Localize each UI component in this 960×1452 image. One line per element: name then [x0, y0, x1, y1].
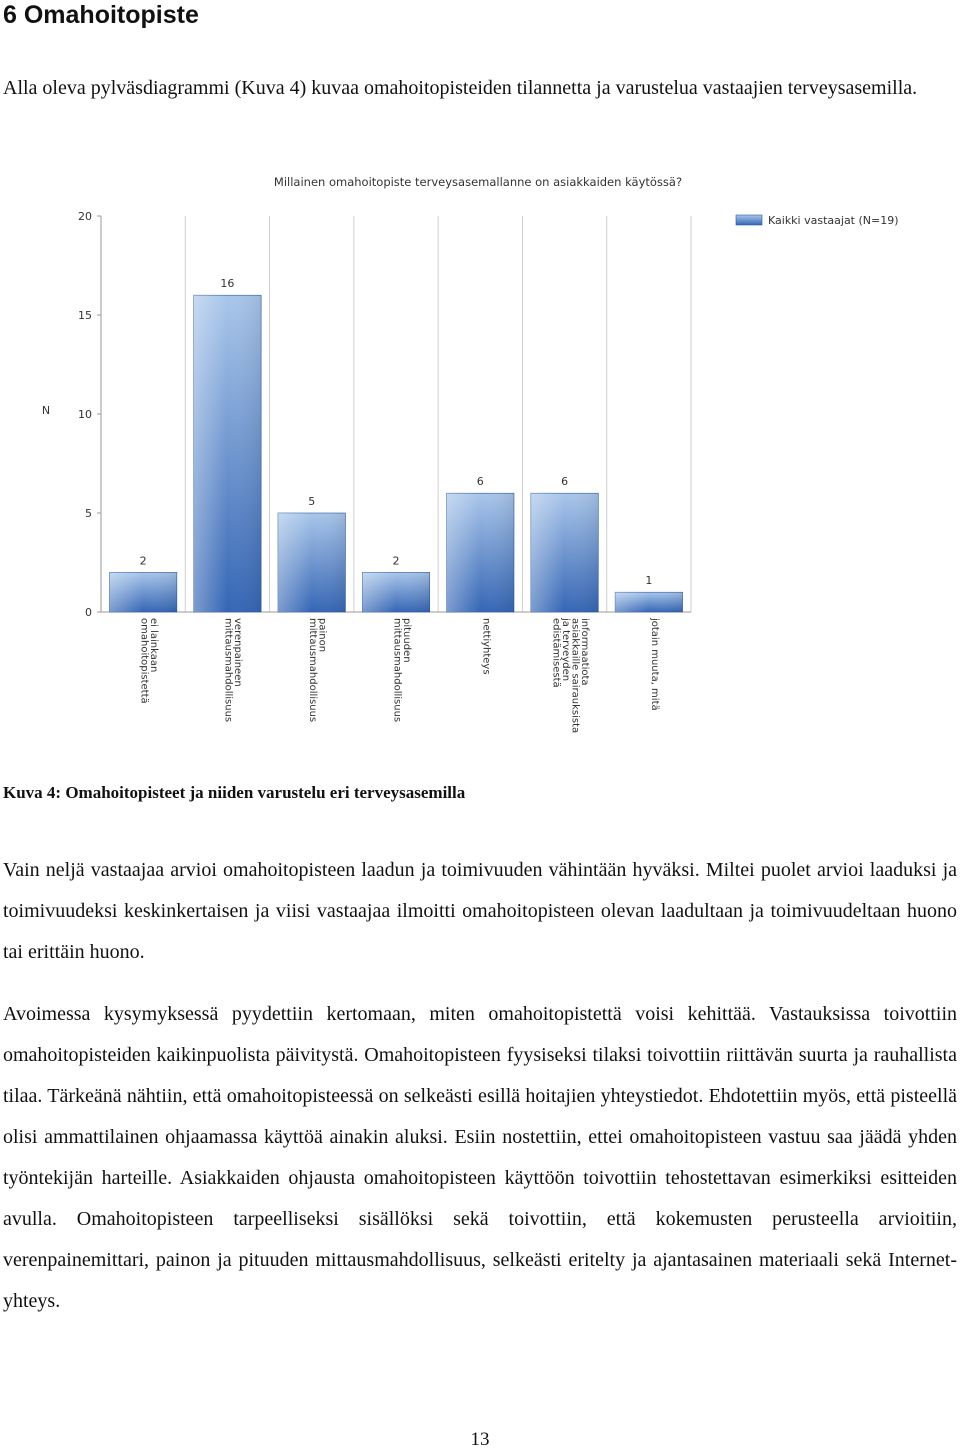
- category-label-line: asiakkaille sairauksista: [569, 618, 581, 734]
- category-label-line: painon: [316, 618, 328, 653]
- category-label-line: verenpaineen: [232, 618, 244, 687]
- category-label-line: mittausmahdollisuus: [306, 618, 318, 723]
- paragraph-development: Avoimessa kysymyksessä pyydettiin kertomaan, miten omahoitopistettä voisi kehittää. Vastauksissa toivottiin omahoitopisteiden kaikinpuolista päivitystä. Omahoitopisteen fyysiseksi tilaksi toivottiin riittävän suurta ja rauhallista tilaa. Tärkeänä nähtiin, että omahoitopisteessä on selkeästi esillä hoitajien yhteystiedot. Ehdotettiin myös, että pisteellä olisi ammattilainen ohjaamassa käyttöä ainakin aluksi. Esiin nostettiin, ettei omahoitopisteen vastuu saa jäädä yhden työntekijän harteille. Asiakkaiden ohjausta omahoitopisteen käyttöön toivottiin tehostettavan esimerkiksi esitteiden avulla. Omahoitopisteen tarpeelliseksi sisällöksi sekä toivottiin, että kokemusten perusteella arvioitiin, verenpainemittari, painon ja pituuden mittausmahdollisuus, selkeästi eritelty ja ajantasainen materiaali sekä Internet-yhteys.: [3, 1003, 957, 1312]
- category-label-line: ja terveyden: [559, 618, 571, 682]
- paragraph-quality: Vain neljä vastaajaa arvioi omahoitopisteen laadun ja toimivuuden vähintään hyväksi. Miltei puolet arvioi laaduksi ja toimivuudeksi keskinkertaisen ja viisi vastaajaa ilmoitti omahoitopisteen olevan laadultaan ja toimivuudeltaan huono tai erittäin huono.: [3, 859, 957, 963]
- y-tick-label: 0: [85, 606, 92, 619]
- category-label-line: omahoitopistettä: [138, 618, 150, 704]
- category-label-line: edistämisestä: [550, 618, 562, 688]
- category-label: [138, 618, 159, 704]
- category-label-line: nettiyhteys: [480, 618, 492, 675]
- category-label-line: pituuden: [400, 618, 412, 663]
- chart-bar-shine: [447, 493, 514, 612]
- bar-data-label: 2: [139, 554, 147, 568]
- figure-caption: Kuva 4: Omahoitopisteet ja niiden varustelu eri terveysasemilla: [3, 783, 466, 802]
- bar-data-label: 6: [476, 475, 484, 489]
- bar-chart: [30, 168, 930, 738]
- category-label: [223, 618, 244, 722]
- bar-data-label: 5: [308, 495, 316, 508]
- chart-bar-shine: [278, 513, 345, 612]
- category-label: [649, 617, 660, 711]
- page-number: 13: [470, 1429, 490, 1450]
- y-tick-label: 10: [78, 408, 92, 421]
- bar-data-label: 1: [645, 574, 653, 588]
- category-label: [307, 618, 328, 722]
- chart-bar-shine: [362, 572, 429, 612]
- y-tick-label: 15: [78, 309, 92, 322]
- chart-bar-shine: [531, 493, 598, 612]
- chart-title: Millainen omahoitopiste terveysasemallanne on asiakkaiden käytössä?: [273, 175, 683, 189]
- category-label-line: mittausmahdollisuus: [222, 618, 234, 723]
- category-label-line: mittausmahdollisuus: [391, 618, 403, 723]
- category-label-line: ei lainkaan: [147, 618, 159, 673]
- bar-data-label: 2: [392, 554, 400, 568]
- y-axis-label: N: [41, 404, 51, 417]
- category-label: [550, 617, 590, 733]
- y-tick-label: 20: [78, 210, 92, 223]
- category-label-line: jotain muuta, mitä: [648, 618, 660, 711]
- y-tick-label: 5: [85, 507, 92, 520]
- bar-data-label: 6: [561, 475, 569, 489]
- category-label: [480, 618, 491, 675]
- legend-label: Kaikki vastaajat (N=19): [768, 214, 899, 227]
- chart-bar-shine: [109, 572, 176, 612]
- chart-bar-shine: [615, 592, 682, 612]
- intro-paragraph: Alla oleva pylväsdiagrammi (Kuva 4) kuvaa omahoitopisteiden tilannetta ja varustelua vastaajien terveysasemilla.: [3, 77, 918, 99]
- legend-swatch: [736, 215, 762, 225]
- category-label: [391, 618, 412, 722]
- chart-bar-shine: [194, 295, 261, 612]
- bar-data-label: 16: [220, 277, 235, 291]
- category-label-line: informaatiota: [578, 618, 590, 686]
- section-heading: 6 Omahoitopiste: [3, 1, 199, 29]
